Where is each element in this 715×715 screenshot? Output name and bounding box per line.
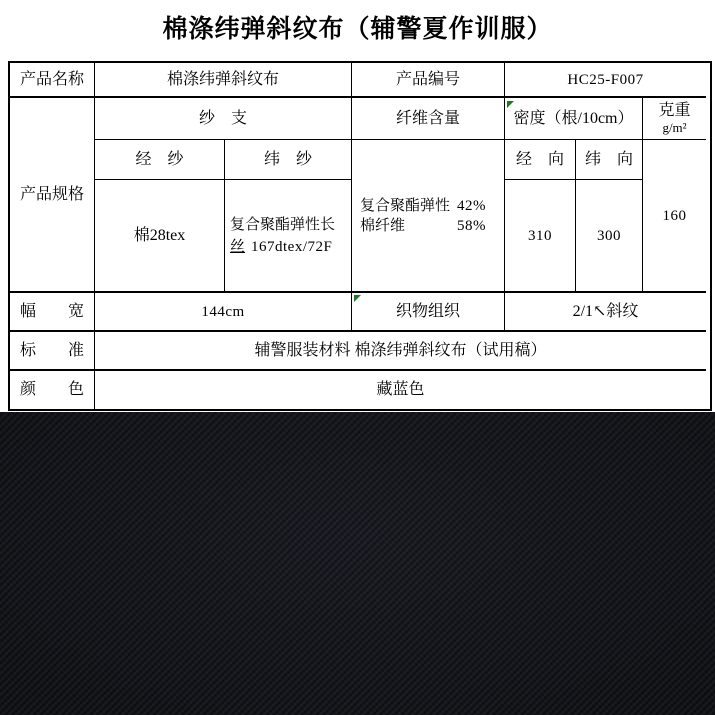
width-label: 幅 宽 <box>10 293 95 332</box>
width-value: 144cm <box>95 293 352 332</box>
weft-yarn-value-line1: 复合聚酯弹性长 <box>230 216 336 233</box>
fiber-name: 复合聚酯弹性 <box>360 197 451 214</box>
warp-density-value: 310 <box>505 180 576 293</box>
product-spec-label: 产品规格 <box>10 98 95 293</box>
weft-direction-label: 纬 向 <box>576 140 643 180</box>
fiber-name: 棉纤维 <box>360 217 406 234</box>
cell-corner-marker-icon <box>354 295 361 302</box>
weft-yarn-spec: 167dtex/72F <box>251 238 333 255</box>
yarn-count-header: 纱 支 <box>95 98 352 140</box>
warp-yarn-label: 经 纱 <box>95 140 225 180</box>
color-value: 藏蓝色 <box>376 381 425 398</box>
weight-value: 160 <box>643 140 706 293</box>
product-code-value: HC25-F007 <box>505 63 706 98</box>
weave-label: 织物组织 <box>352 293 505 332</box>
warp-direction-label: 经 向 <box>505 140 576 180</box>
cell-corner-marker-icon <box>507 101 514 108</box>
fiber-row <box>360 216 486 236</box>
weight-header-line1: 克重 <box>658 101 691 119</box>
fiber-percent: 58% <box>457 217 486 234</box>
fiber-percent: 42% <box>457 197 486 214</box>
product-spec-table <box>8 61 712 411</box>
warp-yarn-value: 棉28tex <box>95 180 225 293</box>
weft-yarn-value <box>225 180 352 293</box>
weight-header <box>643 98 706 140</box>
weft-yarn-label: 纬 纱 <box>225 140 352 180</box>
fabric-swatch-image <box>0 412 715 715</box>
weft-yarn-value-line2 <box>230 236 332 258</box>
fiber-content-header: 纤维含量 <box>352 98 505 140</box>
density-header: 密度（根/10cm） <box>505 98 643 140</box>
weft-density-value: 300 <box>576 180 643 293</box>
product-name-label: 产品名称 <box>10 63 95 98</box>
product-name-value: 棉涤纬弹斜纹布 <box>95 63 352 98</box>
product-code-label: 产品编号 <box>352 63 505 98</box>
weight-header-unit: g/m² <box>662 119 687 135</box>
fiber-content-value <box>352 140 505 293</box>
fiber-row <box>360 196 486 216</box>
standard-value: 辅警服装材料 棉涤纬弹斜纹布（试用稿） <box>95 332 706 371</box>
page-title: 棉涤纬弹斜纹布（辅警夏作训服） <box>162 16 553 43</box>
color-label: 颜 色 <box>10 371 95 409</box>
weft-yarn-underlined-char: 丝 <box>230 238 246 255</box>
weave-value: 2/1↖斜纹 <box>505 293 706 332</box>
standard-label: 标 准 <box>10 332 95 371</box>
